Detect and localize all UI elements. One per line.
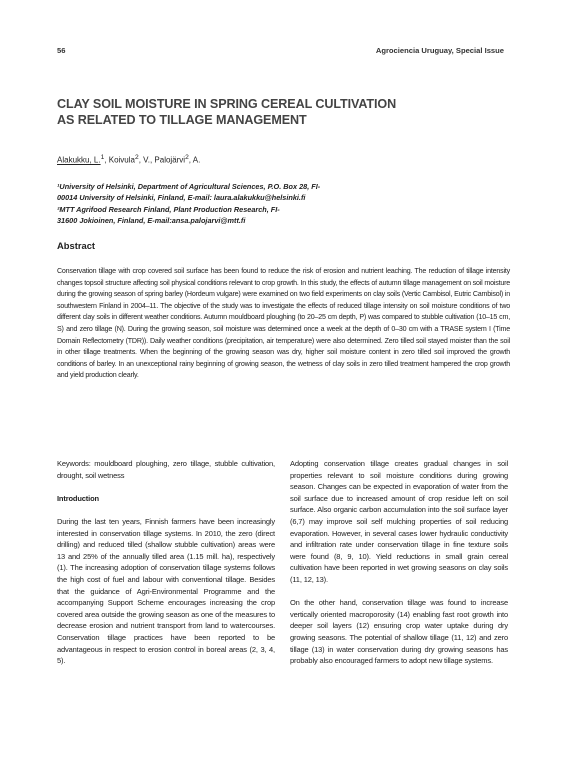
title-line-1: CLAY SOIL MOISTURE IN SPRING CEREAL CULTIVATION: [57, 97, 397, 111]
abstract-text: Conservation tillage with crop covered soil surface has been found to reduce the risk of erosion and nutrient leaching. The reduction of tillage intensity changes topsoil structure affecting soil physical conditions relevant to crop growth. In this study, the effects of autumn tillage management on soil moisture during the growing season of spring barley (Hordeum vulgare) were examined on two field experiments on clay soils (Vertic Cambisol, Eutric Cambisol) in southwestern Finland in 2004–11. The objective of the study was to investigate the effects of reduced tillage intensity on soil moisture conditions of two different clay soils in different weather conditions. Autumn mouldboard ploughing (to 20–25 cm depth, P) was compared to stubble cultivation (10–15 cm, S) and zero tillage (N). During the growing season, soil moisture was determined once a week at the depth of 0–30 cm with a TRASE system I (Time Domain Reflectometry (TDR)). Daily weather conditions (precipitation, air temperature) were also determined. Zero tilled soil stayed moister than the soil in other tillage treatments. When the beginning of the growing season was dry, higher soil moisture content in zero tilled soil improved the growth conditions of barley. In an unexceptional rainy beginning of growing season, the wetness of clay soils in zero tilled treatment hampered the crop growth and yield production clearly.: [57, 267, 510, 380]
body-paragraph: During the last ten years, Finnish farmers have been increasingly interested in conservation tillage systems. In 2010, the zero (direct drilling) and reduced tilled (shallow stubble cultivation) areas were 13 and 25% of the annually tilled area (1.15 mill. ha), respectively (1). The increasing adoption of conservation tillage systems follows the high cost of fuel and labour with conventional tillage. Besides that the guidance of Agri-Environmental Programme and the accompanying Support Scheme encourages increasing the crop covered area outside the growing season as one of the measures to decrease erosion and nutrient transport from land to watercourses. Conservation tillage practices have been reported to be advantageous in respect to erosion control in boreal areas (2, 3, 4, 5).: [57, 516, 275, 666]
body-paragraph: On the other hand, conservation tillage was found to increase vertically oriented macroporosity (14) enabling fast root growth into deeper soil layers (12) ensuring crop water uptake during dry growing seasons. The potential of shallow tillage (11, 12) and zero tillage (13) in water conservation during dry growing seasons has probably also encouraged farmers to adopt new tillage systems.: [290, 598, 508, 666]
affiliation-line: 31600 Jokioinen, Finland, E-mail:ansa.palojarvi@mtt.fi: [57, 215, 246, 225]
section-heading-introduction: Introduction: [57, 493, 99, 503]
affiliation-line: ¹University of Helsinki, Department of Agricultural Sciences, P.O. Box 28, FI-: [57, 182, 321, 191]
page-number: 56: [57, 46, 66, 55]
journal-name: Agrociencia Uruguay, Special Issue: [375, 46, 504, 55]
author-tail: , A.: [188, 155, 201, 165]
affiliations: [57, 181, 357, 226]
author-list: [57, 154, 200, 165]
author-2: Koivula: [108, 155, 135, 165]
body-paragraph: Adopting conservation tillage creates gradual changes in soil properties relevant to soil moisture conditions during growing season. Changes can be expected in evaporation of water from the soil surface due to increased amount of crop residue left on soil surface. Also organic carbon accumulation into the soil surface layer (6,7) may improve soil self mulching properties of soil reducing evaporation. However, in several cases lower hydraulic conductivity and infiltration rate under conservation tillage in fine texture soils were found (8, 9, 10). Yield reductions in small grain cereal cultivation have been reported in wet growing seasons on clay soils (11, 12, 13).: [290, 459, 508, 584]
paper-title: [57, 96, 517, 128]
author-3-affil: 2: [185, 154, 189, 161]
author-sep-1: ,: [104, 155, 109, 165]
abstract-heading: Abstract: [57, 240, 96, 251]
title-line-2: AS RELATED TO TILLAGE MANAGEMENT: [57, 113, 307, 127]
affiliation-line: 00014 University of Helsinki, Finland, E-mail: laura.alakukku@helsinki.fi: [57, 193, 306, 203]
author-1: Alakukku, L.: [57, 155, 101, 165]
keywords: Keywords: mouldboard ploughing, zero tillage, stubble cultivation, drought, soil wetness: [57, 459, 275, 480]
left-column: [57, 458, 275, 678]
author-1-affil: 1: [100, 154, 105, 161]
author-sep-2: , V.,: [138, 155, 155, 165]
right-column: [290, 458, 508, 678]
affiliation-line: ²MTT Agrifood Research Finland, Plant Production Research, FI-: [57, 204, 280, 214]
author-2-affil: 2: [134, 154, 139, 161]
author-3: Palojärvi: [154, 155, 186, 165]
